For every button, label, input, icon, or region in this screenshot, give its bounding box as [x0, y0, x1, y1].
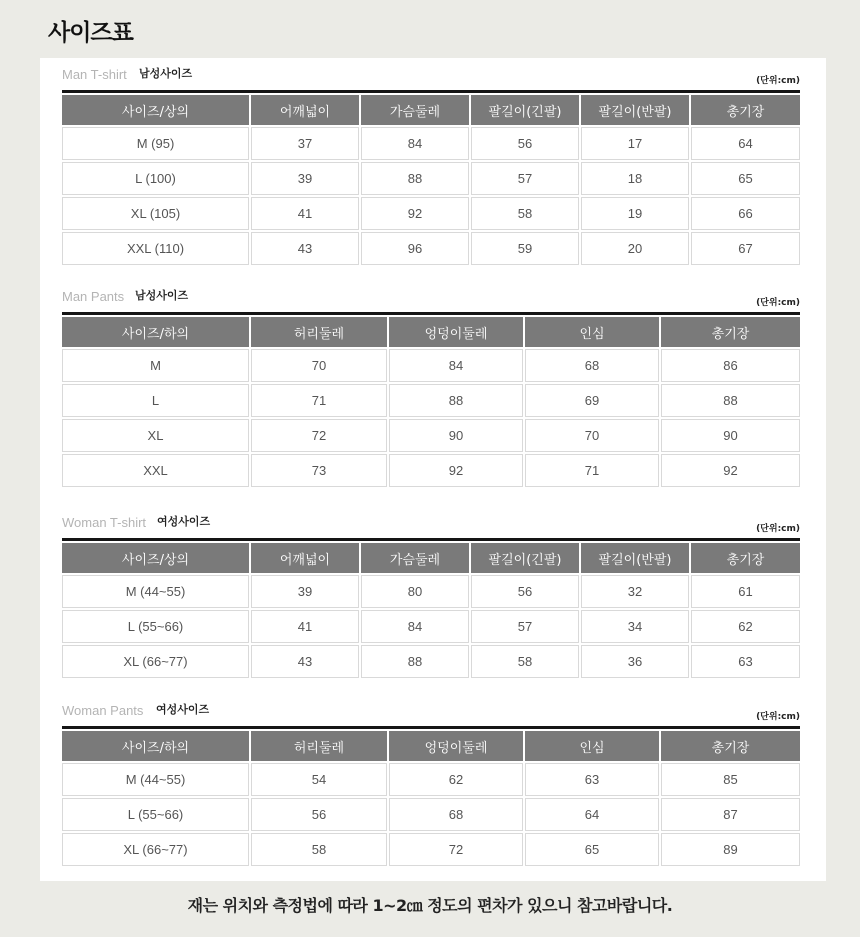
page-title: 사이즈표: [48, 20, 133, 46]
column-header: 사이즈/하의: [62, 731, 249, 761]
section-label-en: Man T-shirt: [62, 67, 127, 82]
table-cell: 86: [661, 349, 800, 382]
table-cell: 59: [471, 232, 579, 265]
section-woman-pants: [62, 700, 800, 868]
section-header: [62, 286, 800, 312]
table-cell: L: [62, 384, 249, 417]
table-cell: 88: [361, 162, 469, 195]
table-cell: M (44~55): [62, 763, 249, 796]
table-cell: 92: [389, 454, 523, 487]
table-cell: 41: [251, 197, 359, 230]
table-cell: 34: [581, 610, 689, 643]
table-cell: 56: [471, 575, 579, 608]
table-cell: 96: [361, 232, 469, 265]
table-cell: 43: [251, 645, 359, 678]
table-cell: 69: [525, 384, 659, 417]
table-cell: 57: [471, 610, 579, 643]
unit-label: (단위:cm): [756, 524, 800, 534]
unit-label: (단위:cm): [756, 298, 800, 308]
table-row: [62, 610, 800, 643]
size-table: [60, 729, 802, 868]
table-cell: 87: [661, 798, 800, 831]
table-row: [62, 349, 800, 382]
table-cell: M: [62, 349, 249, 382]
table-cell: 92: [661, 454, 800, 487]
table-cell: 90: [661, 419, 800, 452]
column-header: 총기장: [691, 543, 800, 573]
table-cell: L (55~66): [62, 798, 249, 831]
table-cell: 32: [581, 575, 689, 608]
table-cell: 68: [389, 798, 523, 831]
table-cell: 58: [471, 197, 579, 230]
table-cell: 63: [525, 763, 659, 796]
table-cell: M (44~55): [62, 575, 249, 608]
table-cell: 88: [361, 645, 469, 678]
section-label-en: Woman T-shirt: [62, 515, 147, 530]
table-cell: XL (66~77): [62, 645, 249, 678]
table-cell: 63: [691, 645, 800, 678]
table-row: [62, 384, 800, 417]
table-cell: 92: [361, 197, 469, 230]
section-label-ko: 여성사이즈: [157, 515, 211, 528]
table-cell: 90: [389, 419, 523, 452]
header-row: [62, 317, 800, 347]
table-row: [62, 645, 800, 678]
table-cell: 65: [691, 162, 800, 195]
table-row: [62, 162, 800, 195]
column-header: 총기장: [661, 731, 800, 761]
table-cell: L (55~66): [62, 610, 249, 643]
section-woman-tshirt: [62, 512, 800, 680]
unit-label: (단위:cm): [756, 712, 800, 722]
table-cell: 39: [251, 575, 359, 608]
table-cell: 18: [581, 162, 689, 195]
table-cell: 64: [525, 798, 659, 831]
section-header: [62, 64, 800, 90]
section-header: [62, 512, 800, 538]
table-cell: 36: [581, 645, 689, 678]
table-cell: 54: [251, 763, 387, 796]
column-header: 인심: [525, 731, 659, 761]
header-row: [62, 731, 800, 761]
table-cell: 72: [251, 419, 387, 452]
column-header: 총기장: [691, 95, 800, 125]
table-cell: M (95): [62, 127, 249, 160]
column-header: 팔길이(반팔): [581, 95, 689, 125]
table-cell: 72: [389, 833, 523, 866]
table-cell: 88: [389, 384, 523, 417]
column-header: 어깨넓이: [251, 95, 359, 125]
column-header: 팔길이(반팔): [581, 543, 689, 573]
table-cell: XXL (110): [62, 232, 249, 265]
table-cell: 43: [251, 232, 359, 265]
table-row: [62, 127, 800, 160]
size-table: [60, 315, 802, 489]
column-header: 팔길이(긴팔): [471, 95, 579, 125]
table-cell: 56: [471, 127, 579, 160]
size-table: [60, 541, 802, 680]
table-cell: 41: [251, 610, 359, 643]
section-label-ko: 남성사이즈: [135, 289, 189, 302]
table-cell: 62: [389, 763, 523, 796]
size-chart-panel: [40, 58, 826, 881]
table-cell: 71: [251, 384, 387, 417]
table-cell: 58: [471, 645, 579, 678]
measurement-note: 재는 위치와 측정법에 따라 1~2㎝ 정도의 편차가 있으니 참고바랍니다.: [187, 896, 673, 915]
table-cell: 65: [525, 833, 659, 866]
table-cell: XL: [62, 419, 249, 452]
table-cell: 67: [691, 232, 800, 265]
table-cell: 66: [691, 197, 800, 230]
table-cell: 62: [691, 610, 800, 643]
table-cell: 37: [251, 127, 359, 160]
section-header: [62, 700, 800, 726]
table-row: [62, 454, 800, 487]
table-row: [62, 798, 800, 831]
table-cell: 85: [661, 763, 800, 796]
column-header: 허리둘레: [251, 731, 387, 761]
column-header: 어깨넓이: [251, 543, 359, 573]
table-cell: 56: [251, 798, 387, 831]
table-row: [62, 575, 800, 608]
table-cell: 73: [251, 454, 387, 487]
table-cell: 70: [251, 349, 387, 382]
table-cell: 89: [661, 833, 800, 866]
table-cell: 71: [525, 454, 659, 487]
table-cell: 58: [251, 833, 387, 866]
table-cell: 39: [251, 162, 359, 195]
table-cell: 68: [525, 349, 659, 382]
size-table: [60, 93, 802, 267]
table-cell: 61: [691, 575, 800, 608]
section-label-en: Man Pants: [62, 289, 125, 304]
table-cell: L (100): [62, 162, 249, 195]
table-cell: 17: [581, 127, 689, 160]
unit-label: (단위:cm): [756, 76, 800, 86]
table-row: [62, 232, 800, 265]
table-cell: 57: [471, 162, 579, 195]
table-cell: 84: [361, 127, 469, 160]
header-row: [62, 543, 800, 573]
table-cell: 64: [691, 127, 800, 160]
column-header: 엉덩이둘레: [389, 317, 523, 347]
table-cell: 84: [389, 349, 523, 382]
column-header: 가슴둘레: [361, 95, 469, 125]
column-header: 팔길이(긴팔): [471, 543, 579, 573]
column-header: 엉덩이둘레: [389, 731, 523, 761]
table-cell: 70: [525, 419, 659, 452]
column-header: 사이즈/상의: [62, 95, 249, 125]
table-cell: 88: [661, 384, 800, 417]
table-cell: 19: [581, 197, 689, 230]
table-cell: XXL: [62, 454, 249, 487]
section-label-ko: 남성사이즈: [139, 67, 193, 80]
column-header: 허리둘레: [251, 317, 387, 347]
column-header: 사이즈/상의: [62, 543, 249, 573]
column-header: 가슴둘레: [361, 543, 469, 573]
table-cell: 84: [361, 610, 469, 643]
table-cell: XL (66~77): [62, 833, 249, 866]
table-cell: 20: [581, 232, 689, 265]
section-man-pants: [62, 286, 800, 489]
section-man-tshirt: [62, 64, 800, 267]
table-row: [62, 419, 800, 452]
column-header: 인심: [525, 317, 659, 347]
table-cell: 80: [361, 575, 469, 608]
header-row: [62, 95, 800, 125]
table-row: [62, 763, 800, 796]
table-row: [62, 833, 800, 866]
section-label-ko: 여성사이즈: [156, 703, 210, 716]
section-label-en: Woman Pants: [62, 703, 144, 718]
table-row: [62, 197, 800, 230]
table-cell: XL (105): [62, 197, 249, 230]
column-header: 사이즈/하의: [62, 317, 249, 347]
column-header: 총기장: [661, 317, 800, 347]
